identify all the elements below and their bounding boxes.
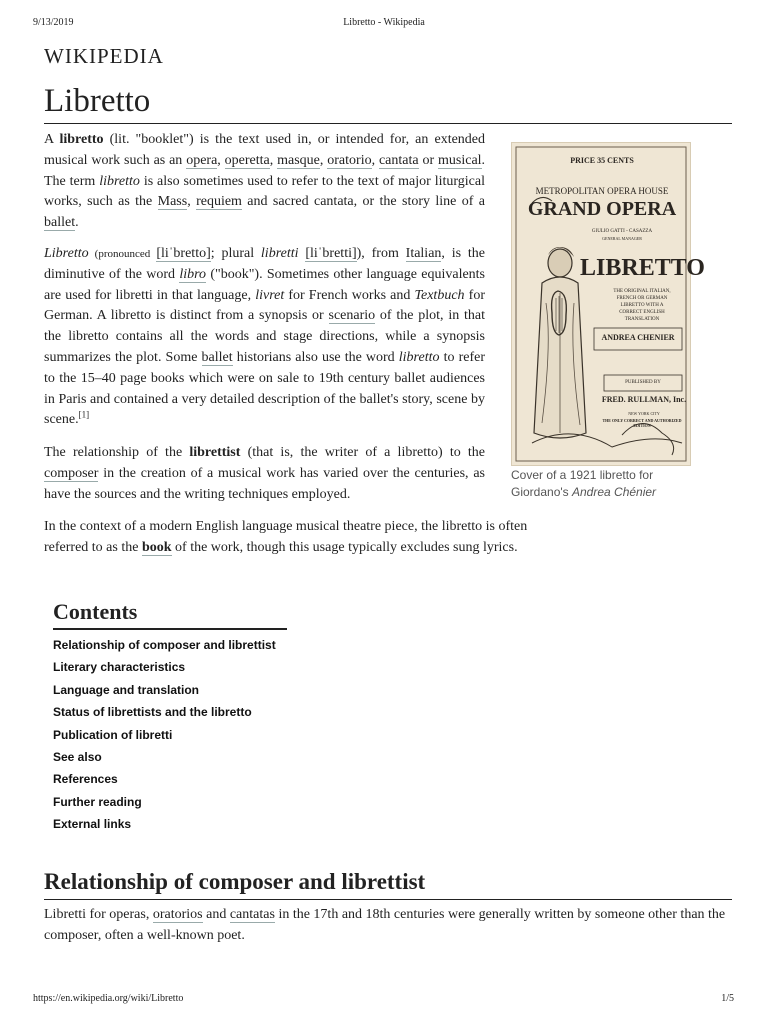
link-libro[interactable]: libro — [179, 266, 207, 282]
link-operetta[interactable]: operetta — [224, 152, 270, 168]
link-book[interactable]: book — [141, 539, 172, 555]
toc-list — [53, 634, 289, 836]
cover-city: NEW YORK CITY — [628, 411, 660, 416]
link-oratorio[interactable]: oratorio — [327, 152, 372, 168]
bold-term: libretto — [59, 132, 104, 147]
cover-general-manager: GENERAL MANAGER — [602, 236, 642, 241]
cover-edition: THE ONLY CORRECT AND AUTHORIZED EDITION — [602, 418, 682, 428]
cover-desc-5: TRANSLATION — [624, 317, 660, 322]
link-cantata[interactable]: cantata — [378, 152, 419, 168]
caption-italic: Andrea Chénier — [572, 485, 657, 499]
text: ), from — [356, 246, 406, 261]
print-date: 9/13/2019 — [33, 17, 74, 28]
link-musical[interactable]: musical — [438, 152, 482, 168]
toc-item[interactable]: Language and translation — [53, 682, 200, 697]
text: , — [371, 152, 379, 168]
text: in the 17th and 18th centuries were generally written by someone other than the composer, often a well-known poet. — [44, 907, 726, 943]
toc-item[interactable]: Relationship of composer and librettist — [53, 638, 276, 652]
text: ; plural — [210, 246, 261, 261]
text: and sacred cantata, or the story line of a — [241, 194, 485, 210]
link-composer[interactable]: composer — [44, 465, 99, 481]
text: , — [217, 152, 225, 168]
page-title: Libretto — [44, 81, 732, 124]
wikipedia-logo[interactable]: WIKIPEDIA — [44, 44, 164, 68]
text: The relationship of the — [44, 445, 190, 460]
toc-item[interactable]: Status of librettists and the libretto — [53, 705, 252, 720]
link-ipa-singular[interactable]: [liˈbretto] — [156, 246, 211, 261]
italic-term: libretto — [398, 349, 440, 365]
link-scenario[interactable]: scenario — [328, 308, 376, 324]
link-mass[interactable]: Mass — [157, 194, 188, 210]
text: (that is, the writer of a libretto) to the — [240, 445, 485, 460]
cover-grand-opera: GRAND OPERA — [527, 198, 677, 220]
text: , is the diminutive of the word — [44, 246, 485, 282]
toc-title: Contents — [53, 598, 287, 630]
cover-published-by: PUBLISHED BY — [625, 380, 661, 385]
link-oratorios[interactable]: oratorios — [152, 907, 203, 922]
intro-paragraph-2 — [44, 244, 485, 431]
toc-item[interactable]: References — [53, 772, 118, 787]
infobox-figure — [511, 142, 705, 501]
toc-item[interactable]: Further reading — [53, 794, 142, 809]
cover-publisher: FRED. RULLMAN, Inc. — [601, 395, 687, 404]
toc-item[interactable]: See also — [53, 750, 102, 765]
intro-paragraph-4 — [44, 517, 556, 559]
link-ballet[interactable]: ballet — [44, 215, 76, 231]
toc-item[interactable]: Literary characteristics — [53, 660, 186, 675]
cover-desc-3: LIBRETTO WITH A — [620, 303, 664, 308]
figure-caption — [511, 467, 701, 501]
italic-term: livret — [255, 287, 285, 303]
cover-desc-2: FRENCH OR GERMAN — [616, 296, 668, 301]
libretto-cover-image[interactable] — [511, 142, 705, 466]
text: is also sometimes used to refer to the text of major liturgical works, such as the — [44, 173, 486, 210]
reference-1[interactable]: [1] — [78, 409, 90, 420]
text: for German. A libretto is distinct from a synopsis or — [44, 287, 485, 324]
link-cantatas[interactable]: cantatas — [229, 907, 275, 922]
text: for French works and — [284, 287, 415, 303]
caption-text: Cover of a 1921 libretto for Giordano's — [511, 468, 654, 499]
text: to refer to the 15–40 page books which were on sale to 19th century ballet audiences in Paris and contained a very detailed description of the ballet's story, scene by scene. — [44, 349, 485, 428]
text: in the creation of a musical work has varied over the centuries, as have the sources and the writing techniques employed. — [44, 465, 485, 502]
intro-paragraph-3 — [44, 443, 485, 505]
cover-price: PRICE 35 CENTS — [570, 156, 634, 165]
link-opera[interactable]: opera — [186, 152, 218, 168]
cover-desc-1: THE ORIGINAL ITALIAN, — [613, 289, 671, 294]
italic-term: libretti — [260, 246, 299, 261]
text: or — [418, 152, 438, 168]
text: of the work, though this usage typically excludes sung lyrics. — [171, 539, 518, 555]
text: A — [44, 132, 60, 147]
text: Libretti for operas, — [44, 907, 153, 922]
text: , — [187, 194, 197, 210]
italic-term: Textbuch — [414, 287, 465, 303]
print-page-title: Libretto - Wikipedia — [343, 17, 425, 28]
cover-opera-name: ANDREA CHENIER — [601, 333, 675, 342]
text: , — [269, 152, 278, 168]
text: In the context of a modern English language musical theatre piece, the libretto is often referred to as the — [44, 519, 528, 555]
text: (pronounced — [88, 248, 157, 260]
bold-term: librettist — [189, 445, 241, 460]
link-requiem[interactable]: requiem — [196, 194, 242, 210]
link-italian[interactable]: Italian — [405, 246, 442, 261]
text: (lit. "booklet") is the text used in, or intended for, an extended musical work such as an — [44, 132, 486, 168]
text: historians also use the word — [232, 349, 399, 365]
print-page-number: 1/5 — [721, 993, 734, 1004]
link-ballet[interactable]: ballet — [201, 349, 233, 365]
text: , — [319, 152, 328, 168]
toc-item[interactable]: Publication of libretti — [53, 727, 173, 742]
print-url[interactable]: https://en.wikipedia.org/wiki/Libretto — [33, 993, 184, 1004]
section-paragraph — [44, 905, 732, 947]
toc-item[interactable]: External links — [53, 817, 132, 832]
cover-gatti: GIULIO GATTI - CASAZZA — [591, 229, 653, 234]
link-ipa-plural[interactable]: [liˈbretti] — [305, 246, 357, 261]
intro-paragraph-1 — [44, 130, 485, 234]
text: ("book"). Sometimes other language equivalents are used for libretti in that language, — [44, 266, 486, 303]
cover-opera-house: METROPOLITAN OPERA HOUSE — [535, 186, 669, 196]
text: . The term — [44, 152, 486, 189]
cover-desc-4: CORRECT ENGLISH — [619, 310, 665, 315]
link-masque[interactable]: masque — [277, 152, 320, 168]
table-of-contents — [53, 598, 289, 836]
text: and — [202, 907, 230, 922]
text: . — [75, 215, 79, 231]
italic-term: libretto — [99, 173, 140, 189]
text: of the plot, in that the libretto contains all the words and stage directions, while a synopsis summarizes the plot. Some — [44, 308, 485, 365]
cover-libretto: LIBRETTO — [580, 255, 705, 281]
italic-term: Libretto — [44, 246, 89, 261]
section-heading: Relationship of composer and librettist — [44, 866, 732, 900]
